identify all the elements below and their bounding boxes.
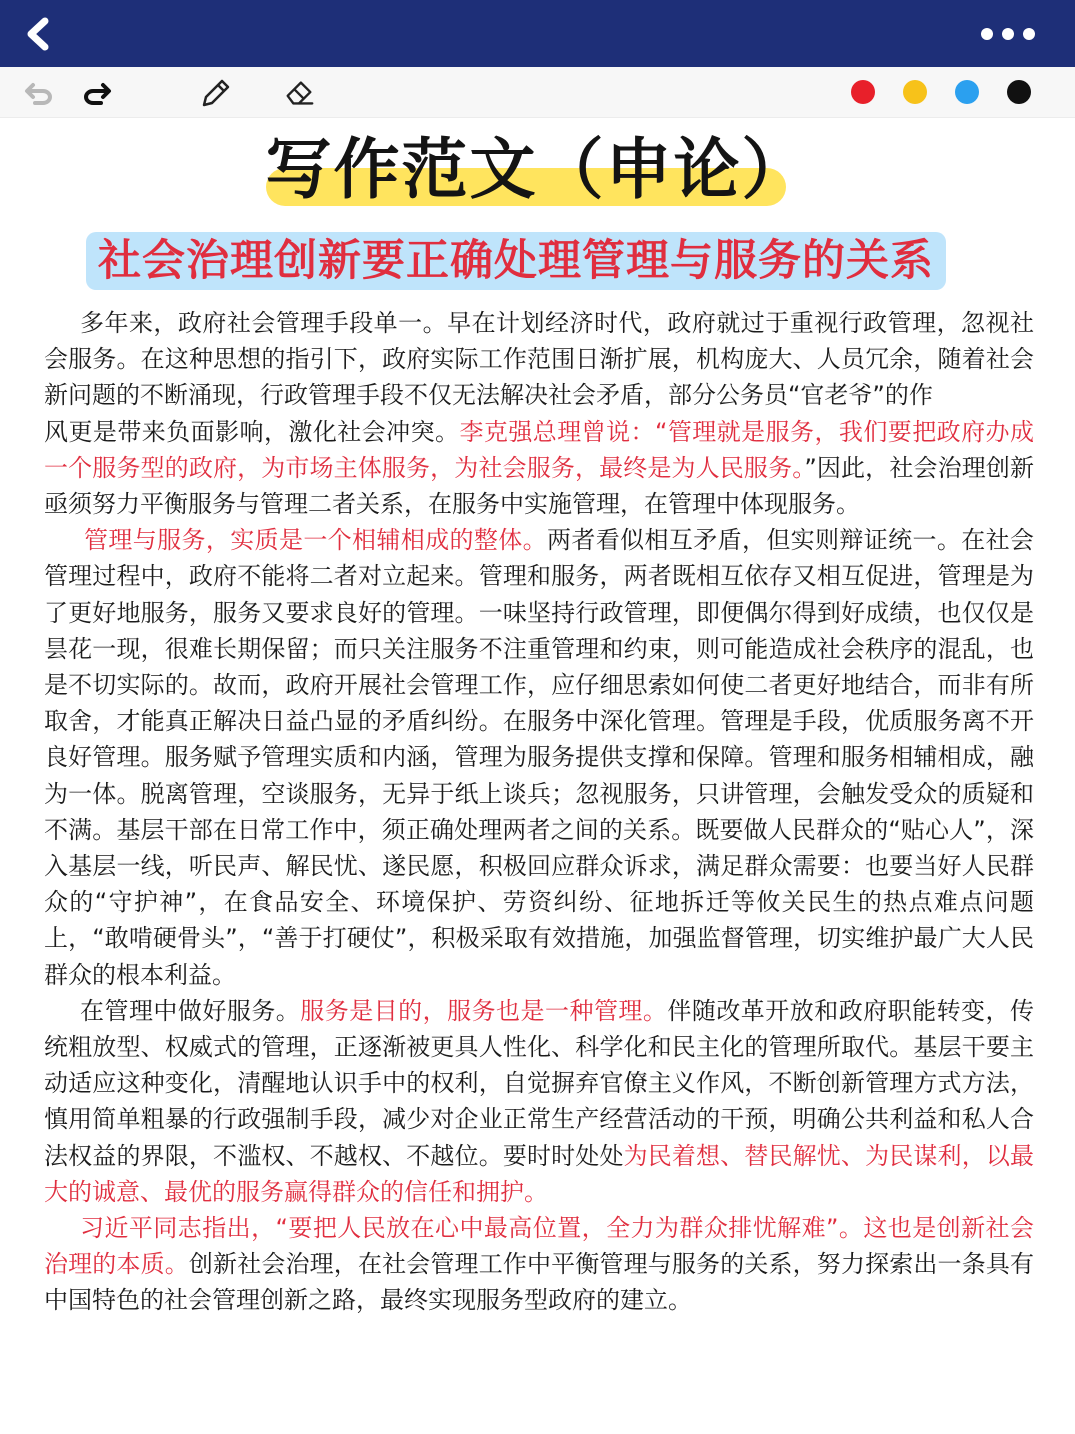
more-dots-icon [981, 28, 993, 40]
article-subtitle: 社会治理创新要正确处理管理与服务的关系 [86, 232, 946, 290]
paragraph-4: 习近平同志指出，“要把人民放在心中最高位置，全力为群众排忧解难”。这也是创新社会治理的本质。创新社会治理，在社会管理工作中平衡管理与服务的关系，努力探索出一条具有中国特色的社会管理创新之路，最终实现服务型政府的建立。 [44, 1214, 1035, 1315]
eraser-icon [282, 76, 316, 110]
key-point-highlight: 服务是目的，服务也是一种管理。 [300, 996, 668, 1025]
quote-highlight: 李克强总理曾说：“管理就是服务，我们要把政府办成一个服务型的政府，为市场主体服务，为社会服务，最终是为人民服务。 [44, 417, 1034, 482]
redo-button[interactable] [80, 76, 114, 110]
undo-button[interactable] [22, 76, 56, 110]
chevron-left-icon [23, 17, 53, 51]
page-title: 写作范文（申论） [265, 131, 810, 208]
back-button[interactable] [18, 14, 58, 54]
paragraph-1: 多年来，政府社会管理手段单一。早在计划经济时代，政府就过于重视行政管理，忽视社会服务。在这种思想的指引下，政府实际工作范围日渐扩展，机构庞大、人员冗余，随着社会新问题的不断涌现，行政管理手段不仅无法解决社会矛盾，部分公务员“官老爷”的作 [44, 309, 1034, 410]
pencil-tool[interactable] [198, 76, 232, 110]
top-nav-bar [0, 0, 1075, 67]
title-block [0, 128, 1075, 218]
paragraph-1-cont: 风更是带来负面影响，激化社会冲突。李克强总理曾说：“管理就是服务，我们要把政府办成一个服务型的政府，为市场主体服务，为社会服务，最终是为人民服务。”因此，社会治理创新亟须努力平衡服务与管理二者关系，在服务中实施管理，在管理中体现服务。 [44, 417, 1034, 519]
subtitle-block [86, 232, 946, 290]
color-black-swatch[interactable] [1007, 80, 1031, 104]
undo-icon [23, 79, 55, 107]
key-point-highlight: 管理与服务，实质是一个相辅相成的整体。 [84, 526, 547, 555]
key-point-highlight: 为民着想、替民解忧、为民谋利，以最大的诚意、最优的服务赢得群众的信任和拥护。 [44, 1141, 1035, 1206]
color-yellow-swatch[interactable] [903, 80, 927, 104]
redo-icon [81, 79, 113, 107]
article-body [44, 305, 1034, 1319]
color-red-swatch[interactable] [851, 80, 875, 104]
eraser-tool[interactable] [282, 76, 316, 110]
more-button[interactable] [981, 24, 1035, 44]
color-blue-swatch[interactable] [955, 80, 979, 104]
paragraph-3: 在管理中做好服务。服务是目的，服务也是一种管理。伴随改革开放和政府职能转变，传统粗放型、权威式的管理，正逐渐被更具人性化、科学化和民主化的管理所取代。基层干要主动适应这种变化，清醒地认识手中的权利，自觉摒弃官僚主义作风，不断创新管理方式方法，慎用简单粗暴的行政强制手段，减少对企业正常生产经营活动的干预，明确公共利益和私人合法权益的界限，不滥权、不越权、不越位。要时时处处为民着想、替民解忧、为民谋利，以最大的诚意、最优的服务赢得群众的信任和拥护。 [44, 996, 1035, 1206]
paragraph-2: 管理与服务，实质是一个相辅相成的整体。两者看似相互矛盾，但实则辩证统一。在社会管理过程中，政府不能将二者对立起来。管理和服务，两者既相互依存又相互促进，管理是为了更好地服务，服务又要求良好的管理。一味坚持行政管理，即便偶尔得到好成绩，也仅仅是昙花一现，很难长期保留；而只关注服务不注重管理和约束，则可能造成社会秩序的混乱，也是不切实际的。故而，政府开展社会管理工作，应仔细思索如何使二者更好地结合，而非有所取舍，才能真正解决日益凸显的矛盾纠纷。在服务中深化管理。管理是手段，优质服务离不开良好管理。服务赋予管理实质和内涵，管理为服务提供支撑和保障。管理和服务相辅相成，融为一体。脱离管理，空谈服务，无异于纸上谈兵；忽视服务，只讲管理，会触发受众的质疑和不满。基层干部在日常工作中，须正确处理两者之间的关系。既要做人民群众的“贴心人”，深入基层一线，听民声、解民忧、遂民愿，积极回应群众诉求，满足群众需要：也要当好人民群众的“守护神”，在食品安全、环境保护、劳资纠纷、征地拆迁等攸关民生的热点难点问题上，“敢啃硬骨头”，“善于打硬仗”，积极采取有效措施，加强监督管理，切实维护最广大人民群众的根本利益。 [44, 526, 1034, 989]
quote-highlight: 习近平同志指出，“要把人民放在心中最高位置，全力为群众排忧解难”。这也是创新社会治理的本质。 [44, 1214, 1034, 1279]
pencil-icon [198, 76, 232, 110]
